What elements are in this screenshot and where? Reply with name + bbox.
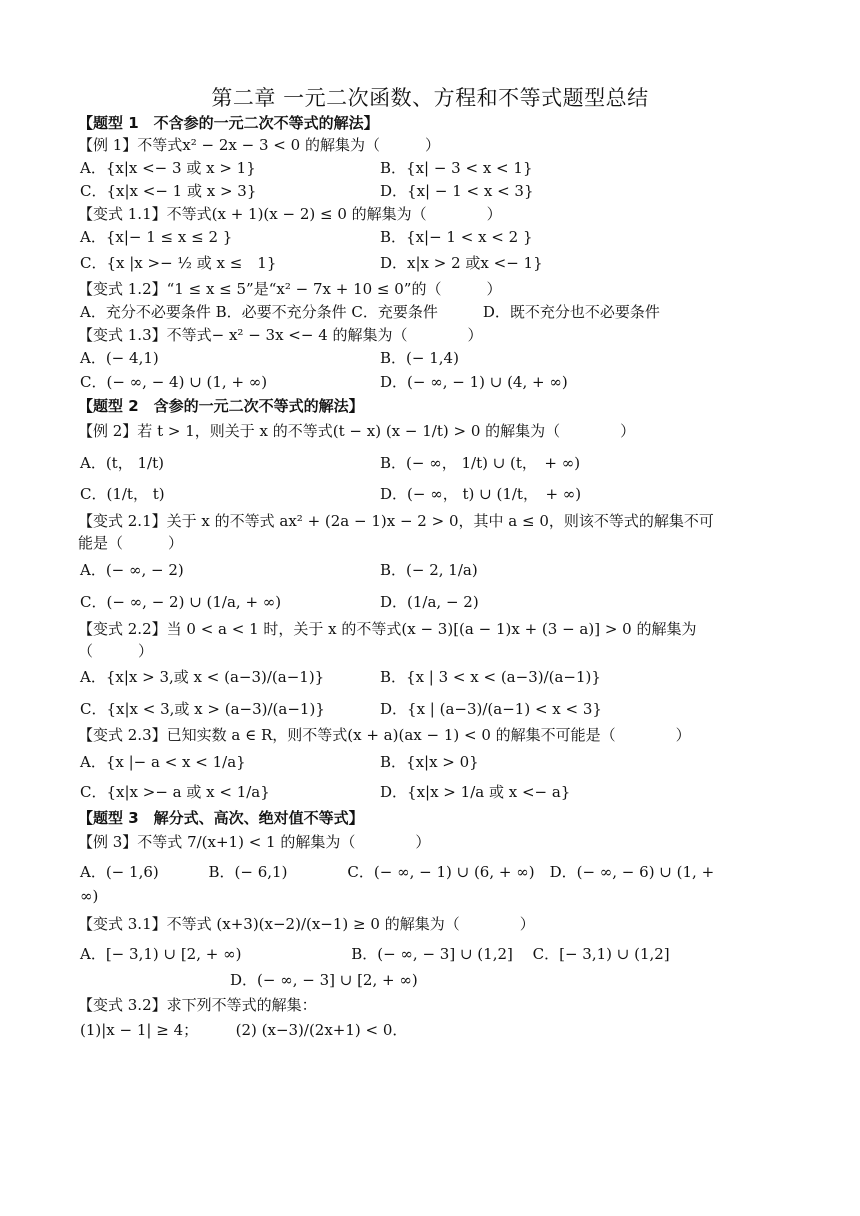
question-variant-2-1: 【变式 2.1】关于 x 的不等式 ax² + (2a − 1)x − 2 > 0，其中 a ≤ 0，则该不等式的解集不可	[78, 512, 714, 530]
option-d: D．(− ∞， t) ∪ (1/t， + ∞)	[380, 485, 582, 503]
options-row: A．(− 1,6) B．(− 6,1) C．(− ∞, − 1) ∪ (6, + ∞) D．(− ∞, − 6) ∪ (1, +	[80, 863, 715, 881]
options-row: A．充分不必要条件 B．必要不充分条件 C．充要条件 D．既不充分也不必要条件	[80, 303, 660, 321]
option-b: B．{x|x > 0}	[380, 753, 479, 771]
option-a: A．{x|x <− 3 或 x > 1}	[80, 159, 256, 177]
section-heading-3: 【题型 3 解分式、高次、绝对值不等式】	[78, 809, 364, 827]
option-d: D．(1/a, − 2)	[380, 593, 479, 611]
option-a: A．(− 4,1)	[80, 349, 159, 367]
question-variant-2-1-cont: 能是（ ）	[78, 534, 184, 552]
option-a: A．{x |− a < x < 1/a}	[80, 753, 246, 771]
option-a: A．(t， 1/t)	[80, 454, 164, 472]
option-d: D．{x| − 1 < x < 3}	[380, 182, 534, 200]
question-variant-1-2: 【变式 1.2】“1 ≤ x ≤ 5”是“x² − 7x + 10 ≤ 0”的（ ）	[78, 280, 502, 298]
option-d: D．(− ∞, − 1) ∪ (4, + ∞)	[380, 373, 568, 391]
option-c: C．(1/t， t)	[80, 485, 165, 503]
question-variant-1-1: 【变式 1.1】不等式(x + 1)(x − 2) ≤ 0 的解集为（ ）	[78, 205, 502, 223]
option-c: C．{x|x >− a 或 x < 1/a}	[80, 783, 270, 801]
options-row: A．[− 3,1) ∪ [2, + ∞) B．(− ∞, − 3] ∪ (1,2] C．[− 3,1) ∪ (1,2]	[80, 945, 670, 963]
option-c: C．{x |x >− ½ 或 x ≤ 1}	[80, 254, 277, 272]
option-b: B．(− 1,4)	[380, 349, 459, 367]
option-b: B．(− ∞， 1/t) ∪ (t， + ∞)	[380, 454, 581, 472]
option-b: B．{x | 3 < x < (a−3)/(a−1)}	[380, 668, 601, 686]
question-variant-1-3: 【变式 1.3】不等式− x² − 3x <− 4 的解集为（ ）	[78, 326, 483, 344]
page-title: 第二章 一元二次函数、方程和不等式题型总结	[211, 86, 649, 110]
question-variant-3-1: 【变式 3.1】不等式 (x+3)(x−2)/(x−1) ≥ 0 的解集为（ ）	[78, 915, 535, 933]
options-row-cont: ∞)	[80, 887, 99, 905]
question-example-2: 【例 2】若 t > 1，则关于 x 的不等式(t − x) (x − 1/t) > 0 的解集为（ ）	[78, 422, 636, 440]
option-b: B．(− 2, 1/a)	[380, 561, 478, 579]
option-d: D．x|x > 2 或x <− 1}	[380, 254, 543, 272]
option-a: A．{x|− 1 ≤ x ≤ 2 }	[80, 228, 233, 246]
section-heading-2: 【题型 2 含参的一元二次不等式的解法】	[78, 397, 364, 415]
option-c: C．{x|x < 3,或 x > (a−3)/(a−1)}	[80, 700, 325, 718]
option-a: A．(− ∞, − 2)	[80, 561, 184, 579]
option-d: D．{x|x > 1/a 或 x <− a}	[380, 783, 571, 801]
question-example-3: 【例 3】不等式 7/(x+1) < 1 的解集为（ ）	[78, 833, 431, 851]
option-c: C．(− ∞, − 4) ∪ (1, + ∞)	[80, 373, 268, 391]
option-d: D．(− ∞, − 3] ∪ [2, + ∞)	[230, 971, 418, 989]
sub-questions: (1)|x − 1| ≥ 4； (2) (x−3)/(2x+1) < 0．	[80, 1021, 408, 1039]
option-b: B．{x| − 3 < x < 1}	[380, 159, 533, 177]
question-variant-3-2: 【变式 3.2】求下列不等式的解集：	[78, 996, 317, 1014]
section-heading-1: 【题型 1 不含参的一元二次不等式的解法】	[78, 114, 379, 132]
option-d: D．{x | (a−3)/(a−1) < x < 3}	[380, 700, 602, 718]
option-a: A．{x|x > 3,或 x < (a−3)/(a−1)}	[80, 668, 325, 686]
option-c: C．(− ∞, − 2) ∪ (1/a, + ∞)	[80, 593, 282, 611]
option-c: C．{x|x <− 1 或 x > 3}	[80, 182, 257, 200]
question-variant-2-3: 【变式 2.3】已知实数 a ∈ R，则不等式(x + a)(ax − 1) < 0 的解集不可能是（ ）	[78, 726, 691, 744]
question-variant-2-2: 【变式 2.2】当 0 < a < 1 时，关于 x 的不等式(x − 3)[(a − 1)x + (3 − a)] > 0 的解集为	[78, 620, 697, 638]
option-b: B．{x|− 1 < x < 2 }	[380, 228, 533, 246]
question-example-1: 【例 1】不等式x² − 2x − 3 < 0 的解集为（ ）	[78, 136, 440, 154]
question-variant-2-2-cont: （ ）	[78, 642, 154, 660]
